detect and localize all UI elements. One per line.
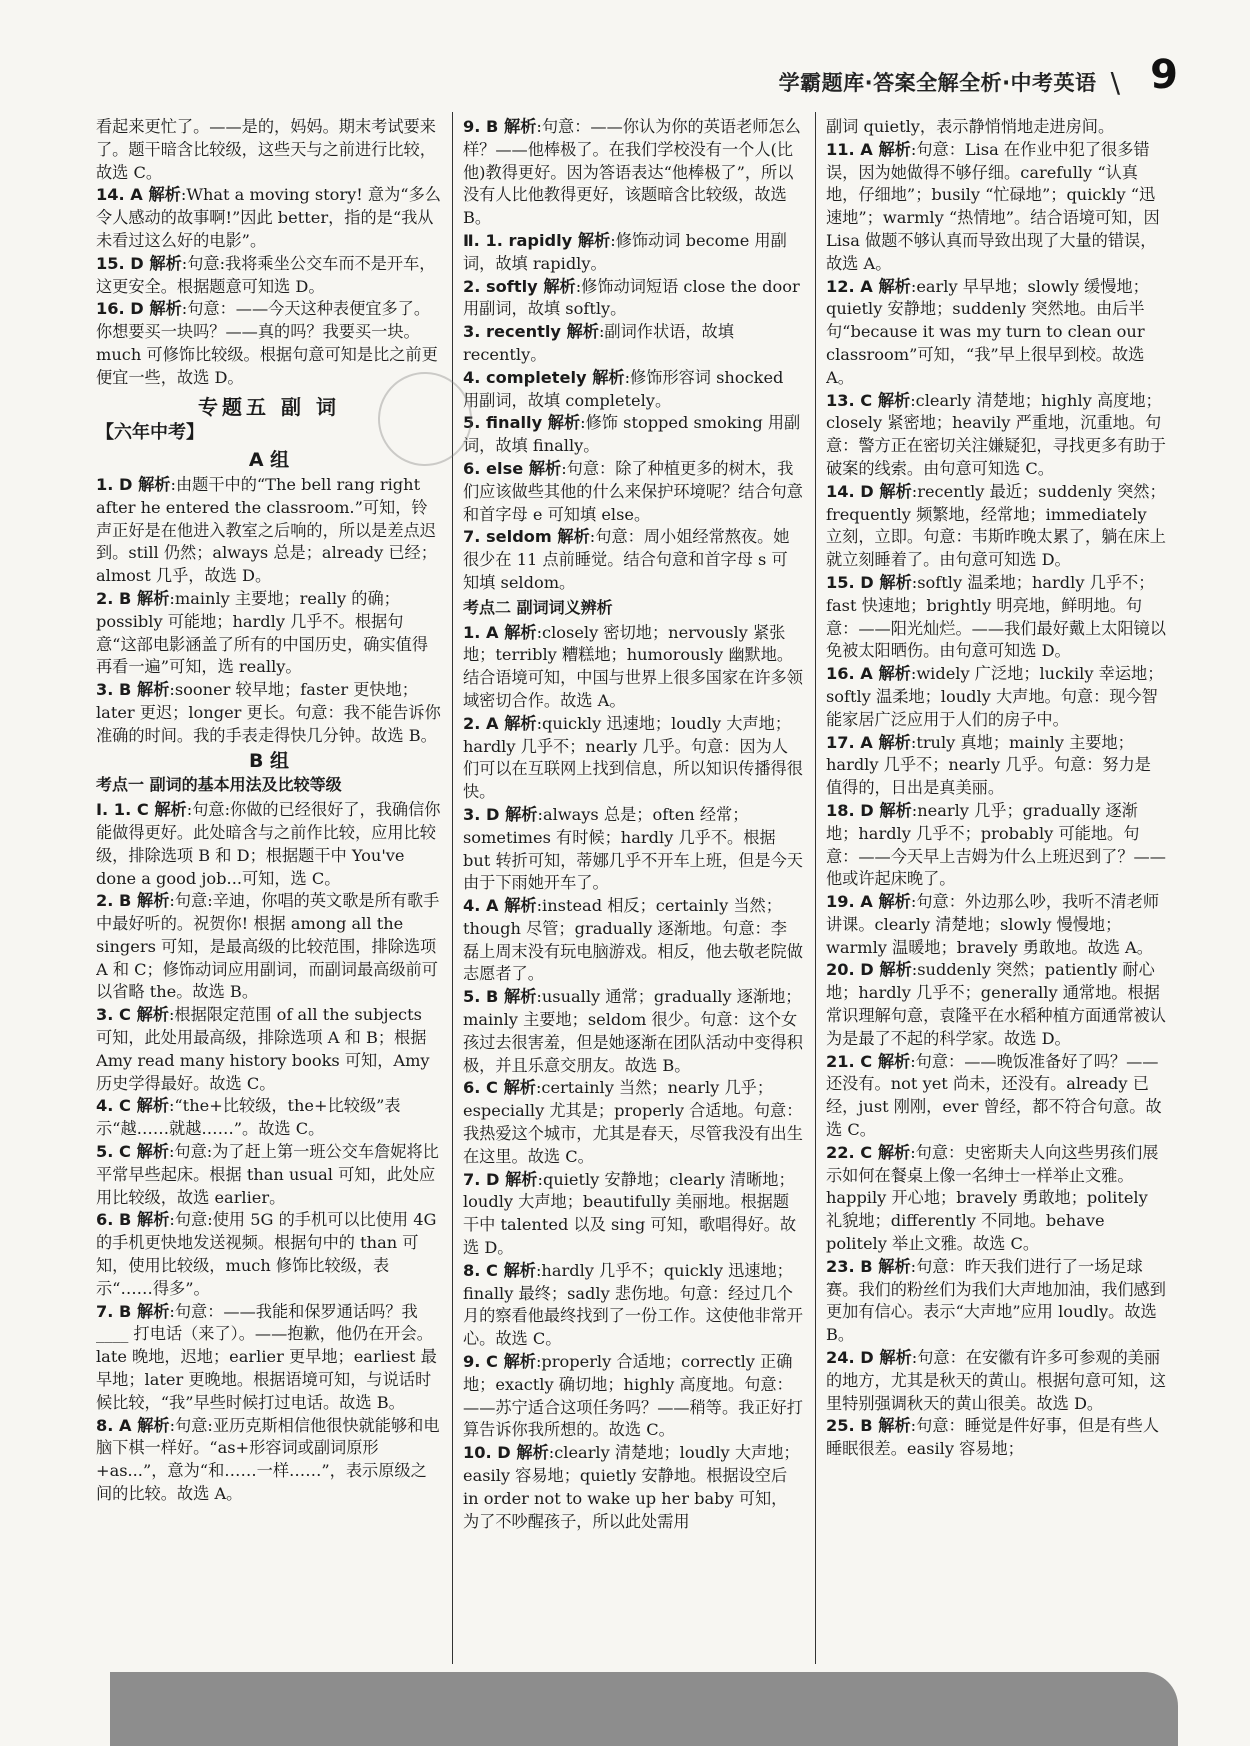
analysis-label: 解析 [877, 1051, 911, 1071]
answer-entry [463, 1351, 803, 1442]
col1-entries [96, 116, 442, 390]
answer-text: :clearly 清楚地；loudly 大声地；easily 容易地；quietly 安静地。根据设空后 in order not to wake up her baby 可知，为了不吵醒孩子，所以此处需用 [463, 1443, 800, 1531]
question-number: 1. A [463, 622, 505, 642]
analysis-label: 解析 [504, 117, 537, 136]
header-slash: \ [1110, 65, 1120, 99]
answer-text: :句意：周小姐经常熬夜。她很少在 11 点前睡觉。结合句意和首字母 s 可知填 seldom。 [463, 527, 790, 592]
answer-entry [463, 622, 803, 713]
question-number: 9. C [463, 1352, 504, 1372]
analysis-label: 解析 [136, 1142, 169, 1162]
analysis-label: 解析 [877, 390, 911, 410]
answer-text: :副词作状语，故填 recently。 [463, 322, 734, 364]
answer-text: :句意：史密斯夫人向这些男孩们展示如何在餐桌上像一名绅士一样举止文雅。happily 开心地；bravely 勇敢地；politely 礼貌地；differently 不同地。behave politely 举止文雅。故选 C。 [826, 1142, 1159, 1254]
answer-entry [463, 1077, 803, 1168]
answer-text: :nearly 几乎；gradually 逐渐地；hardly 几乎不；probably 可能地。句意：——今天早上吉姆为什么上班迟到了？——他或许起床晚了。 [826, 800, 1166, 889]
answer-entry [96, 799, 442, 890]
answer-entry [826, 390, 1166, 481]
answer-text: :closely 密切地；nervously 紧张地；terribly 糟糕地；humorously 幽默地。结合语境可知，中国与世界上很多国家在许多领域密切合作。故选 A。 [463, 622, 803, 710]
analysis-label: 解析 [137, 1210, 170, 1230]
analysis-label: 解析 [592, 367, 625, 387]
col2-kp2-entries [463, 622, 803, 1534]
answer-text: :句意：在安徽有许多可参观的美丽的地方，尤其是秋天的黄山。根据句意可知，这里特别强调秋天的黄山很美。故选 D。 [826, 1348, 1166, 1413]
question-number: 5. C [96, 1142, 137, 1162]
analysis-label: 解析 [137, 891, 170, 911]
question-number: 4. C [96, 1096, 137, 1116]
answer-text: :hardly 几乎不；quickly 迅速地；finally 最终；sadly 悲伤地。句意：经过几个月的察看他最终找到了一份工作。这使他非常开心。故选 C。 [463, 1260, 803, 1349]
answer-entry [96, 1415, 442, 1506]
answer-entry [463, 230, 803, 276]
answer-entry [96, 1141, 442, 1209]
answer-entry [826, 959, 1166, 1050]
question-number: 11. A [826, 139, 879, 159]
footer-bar [110, 1672, 1178, 1746]
answer-entry [463, 412, 803, 458]
analysis-label: 解析 [878, 139, 911, 159]
question-number: 23. B [826, 1256, 879, 1276]
question-number: 8. C [463, 1260, 504, 1280]
answer-text: :suddenly 突然；patiently 耐心地；hardly 几乎不；generally 通常地。根据常识理解句意，袁隆平在水稻种植方面通常被认为是最了不起的科学家。故选 D。 [826, 960, 1166, 1048]
analysis-label: 解析 [503, 1078, 536, 1098]
analysis-label: 解析 [547, 413, 581, 433]
question-number: 25. B [826, 1416, 879, 1436]
analysis-label: 解析 [149, 253, 182, 273]
analysis-label: 解析 [136, 1096, 169, 1116]
answer-text: :修饰动词短语 close the door 用副词，故填 softly。 [463, 276, 800, 319]
answer-entry [96, 253, 442, 299]
question-number: 12. A [826, 276, 879, 296]
analysis-label: 解析 [137, 1301, 170, 1321]
analysis-label: 解析 [878, 1256, 911, 1276]
answer-text: :always 总是；often 经常；sometimes 有时候；hardly 几乎不。根据 but 转折可知，蒂娜几乎不开车上班，但是今天由于下雨她开车了。 [463, 804, 803, 893]
answer-entry [463, 458, 803, 526]
answer-entry [463, 276, 803, 322]
question-number: 18. D [826, 800, 880, 820]
answer-text: :修饰 stopped smoking 用副词，故填 finally。 [463, 413, 801, 456]
answer-text: :widely 广泛地；luckily 幸运地；softly 温柔地；loudly 大声地。句意：现今智能家居广泛应用于人们的房子中。 [826, 664, 1164, 729]
analysis-label: 解析 [154, 800, 187, 820]
answer-entry [826, 116, 1166, 139]
question-number: 4. A [463, 896, 505, 916]
answer-text: :clearly 清楚地；highly 高度地；closely 紧密地；heavily 严重地，沉重地。句意：警方正在密切关注嫌疑犯，寻找更多有助于破案的线索。由句意可知选 C。 [826, 390, 1166, 478]
answer-entry [463, 1260, 803, 1351]
section-title: 专题五 副 词 [198, 394, 340, 419]
answer-entry [463, 804, 803, 895]
answer-entry [826, 732, 1166, 800]
analysis-label: 解析 [877, 1142, 911, 1162]
answer-entry [826, 1051, 1166, 1142]
page-number: 9 [1150, 52, 1178, 98]
answer-entry [463, 986, 803, 1077]
answer-entry [96, 890, 442, 1004]
question-number: Ⅱ. 1. rapidly [463, 230, 578, 250]
analysis-label: 解析 [505, 804, 538, 824]
question-number: 13. C [826, 390, 878, 410]
answer-text: :truly 真地；mainly 主要地；hardly 几乎不；nearly 几乎。句意：努力是值得的，日出是真美丽。 [826, 732, 1151, 798]
question-number: 8. A [96, 1415, 138, 1435]
answer-entry [96, 184, 442, 252]
analysis-label: 解析 [138, 474, 171, 494]
question-number: 21. C [826, 1051, 878, 1071]
question-number: 6. else [463, 458, 529, 478]
analysis-label: 解析 [503, 1260, 536, 1280]
answer-text: :句意:使用 5G 的手机可以比使用 4G 的手机更快地发送视频。根据句中的 than 可知，使用比较级，much 修饰比较级，表示“……得多”。 [96, 1210, 437, 1298]
answer-entry [826, 1415, 1166, 1461]
answer-entry [826, 481, 1166, 572]
answer-text: :usually 通常；gradually 逐渐地；mainly 主要地；seldom 很少。句意：这个女孩过去很害羞，但是她逐渐在团队活动中变得积极，并且乐意交朋友。故选 B。 [463, 987, 803, 1075]
answer-text: :certainly 当然；nearly 几乎；especially 尤其是；properly 合适地。句意：我热爱这个城市，尤其是春天，尽管我没有出生在这里。故选 C。 [463, 1078, 803, 1166]
question-number: 24. D [826, 1348, 880, 1368]
analysis-label: 解析 [879, 572, 912, 592]
question-number: 19. A [826, 892, 879, 912]
analysis-label: 解析 [879, 481, 912, 501]
analysis-label: 解析 [504, 896, 537, 916]
analysis-label: 解析 [878, 276, 911, 296]
answer-text: :instead 相反；certainly 当然；though 尽管；gradually 逐渐地。句意：李磊上周末没有玩电脑游戏。相反，他去敬老院做志愿者了。 [463, 896, 803, 984]
answer-text: :句意:我将乘坐公交车而不是开车，这更安全。根据题意可知选 D。 [96, 253, 436, 296]
analysis-label: 解析 [503, 1352, 536, 1372]
answer-entry [826, 1142, 1166, 1256]
analysis-label: 解析 [878, 892, 911, 912]
answer-entry [826, 572, 1166, 663]
analysis-label: 解析 [516, 1443, 549, 1463]
question-number: 2. A [463, 713, 505, 733]
answer-entry [96, 588, 442, 679]
analysis-label: 解析 [504, 987, 537, 1007]
answer-entry [463, 895, 803, 986]
answer-entry [463, 1169, 803, 1260]
answer-entry [826, 139, 1166, 276]
answer-entry [826, 1256, 1166, 1347]
analysis-label: 解析 [504, 622, 537, 642]
answer-entry [463, 526, 803, 594]
column-divider [452, 112, 453, 1664]
column-middle [463, 116, 803, 1533]
answer-text: :句意：昨天我们进行了一场足球赛。我们的粉丝们为我们大声地加油，我们感到更加有信心。表示“大声地”应用 loudly。故选 B。 [826, 1256, 1166, 1345]
answer-entry [463, 367, 803, 413]
answer-text: :句意：外边那么吵，我听不清老师讲课。clearly 清楚地；slowly 慢慢地；warmly 温暖地；bravely 勇敢地。故选 A。 [826, 892, 1160, 957]
analysis-label: 解析 [879, 800, 912, 820]
question-number: 7. seldom [463, 527, 558, 547]
answer-text: :properly 合适地；correctly 正确地；exactly 确切地；highly 高度地。句意：——苏宁适合这项任务吗？——稍等。我正好打算告诉你我所想的。故选 C。 [463, 1352, 803, 1440]
answer-entry [96, 474, 442, 588]
question-number: 10. D [463, 1443, 517, 1463]
answer-entry [826, 276, 1166, 390]
knowledge-point-1: 考点一 副词的基本用法及比较等级 [96, 775, 342, 795]
answer-entry [96, 1095, 442, 1141]
analysis-label: 解析 [566, 322, 599, 342]
col1-group-a-entries [96, 474, 442, 748]
question-number: 3. D [463, 804, 506, 824]
question-number: 6. B [96, 1210, 138, 1230]
question-number: 16. A [826, 664, 879, 684]
knowledge-point-2: 考点二 副词词义辨析 [463, 597, 613, 617]
analysis-label: 解析 [577, 230, 611, 250]
analysis-label: 解析 [878, 1416, 911, 1436]
answer-entry [96, 298, 442, 389]
question-number: 2. B [96, 891, 138, 911]
analysis-label: 解析 [136, 1005, 169, 1025]
header-title: 学霸题库·答案全解全析·中考英语 [778, 71, 1097, 95]
answer-entry [96, 1209, 442, 1300]
question-number: 15. D [96, 253, 150, 273]
answer-text: :句意:你做的已经很好了，我确信你能做得更好。此处暗含与之前作比较，应用比较级，排除选项 B 和 D；根据题干中 You've done a good job...可知，选 C。 [96, 800, 441, 888]
answer-entry [96, 1004, 442, 1095]
analysis-label: 解析 [528, 458, 562, 478]
analysis-label: 解析 [137, 680, 170, 700]
answer-entry [826, 1347, 1166, 1415]
analysis-label: 解析 [504, 713, 537, 733]
page-header [779, 62, 1138, 102]
bracket-title: 【六年中考】 [96, 422, 204, 444]
question-number: 20. D [826, 960, 880, 980]
column-divider [815, 112, 816, 1664]
group-b-title: B 组 [248, 749, 290, 772]
answer-text: :quietly 安静地；clearly 清晰地；loudly 大声地；beautifully 美丽地。根据题干中 talented 以及 sing 可知，歌唱得好。故选 D。 [463, 1169, 797, 1258]
question-number: 2. softly [463, 276, 544, 296]
analysis-label: 解析 [557, 527, 590, 547]
analysis-label: 解析 [505, 1169, 538, 1189]
question-number: 5. finally [463, 413, 548, 433]
question-number: 22. C [826, 1142, 878, 1162]
question-number: 3. B [96, 680, 138, 700]
analysis-label: 解析 [878, 732, 911, 752]
answer-text: 看起来更忙了。——是的，妈妈。期末考试要来了。题干暗含比较级，这些天与之前进行比较，故选 C。 [96, 117, 436, 182]
question-number: 17. A [826, 732, 879, 752]
question-number: 3. C [96, 1005, 137, 1025]
analysis-label: 解析 [137, 1415, 170, 1435]
answer-text: :句意:辛迪，你唱的英文歌是所有歌手中最好听的。祝贺你! 根据 among all the singers 可知，是最高级的比较范围，排除选项 A 和 C；修饰动词应用副词，而副词最高级前可以省略 the。故选 B。 [96, 891, 440, 1002]
analysis-label: 解析 [878, 664, 911, 684]
group-a-title: A 组 [248, 449, 290, 472]
question-number: 4. completely [463, 367, 593, 387]
answer-text: :quickly 迅速地；loudly 大声地；hardly 几乎不；nearly 几乎。句意：因为人们可以在互联网上找到信息，所以知识传播得很快。 [463, 713, 803, 802]
question-number: 14. D [826, 481, 880, 501]
answer-entry [826, 891, 1166, 959]
answer-entry [826, 800, 1166, 891]
answer-text: :What a moving story! 意为“多么令人感动的故事啊!”因此 better，指的是“我从未看过这么好的电影”。 [96, 185, 441, 250]
col1-group-b-entries [96, 799, 442, 1506]
answer-entry [463, 1442, 803, 1533]
question-number: Ⅰ. 1. C [96, 800, 155, 820]
answer-text: :由题干中的“The bell rang right after he entered the classroom.”可知，铃声正好是在他进入教室之后响的，所以是差点迟到。still 仍然；always 总是；already 已经；almost 几乎，故选 D。 [96, 474, 437, 586]
question-number: 6. C [463, 1078, 504, 1098]
answer-entry [463, 713, 803, 804]
answer-text: 副词 quietly，表示静悄悄地走进房间。 [826, 117, 1115, 136]
column-left [96, 116, 442, 1506]
answer-text: :句意：睡觉是件好事，但是有些人睡眠很差。easily 容易地； [826, 1416, 1159, 1459]
answer-text: :句意：——今天这种表便宜多了。你想要买一块吗？——真的吗？我要买一块。much 可修饰比较级。根据句意可知是比之前更便宜一些，故选 D。 [96, 299, 438, 387]
question-number: 3. recently [463, 322, 567, 342]
question-number: 1. D [96, 474, 139, 494]
answer-entry [463, 116, 803, 230]
answer-text: :句意：——你认为你的英语老师怎么样？——他棒极了。在我们学校没有一个人(比他)教得更好。因为答语表达“他棒极了”，所以没有人比他教得更好，该题暗含比较级，故选 B。 [463, 117, 801, 228]
col3-entries [826, 116, 1166, 1461]
answer-text: :句意:为了赶上第一班公交车詹妮将比平常早些起床。根据 than usual 可知，此处应用比较级，故选 earlier。 [96, 1142, 439, 1207]
answer-entry [96, 1301, 442, 1415]
answer-text: :sooner 较早地；faster 更快地；later 更迟；longer 更长。句意：我不能告诉你准确的时间。我的手表走得快几分钟。故选 B。 [96, 680, 441, 745]
col2-entries [463, 116, 803, 595]
analysis-label: 解析 [149, 299, 182, 319]
question-number: 9. B [463, 117, 505, 136]
question-number: 14. A [96, 185, 149, 205]
question-number: 7. D [463, 1169, 506, 1189]
analysis-label: 解析 [879, 960, 912, 980]
answer-entry [96, 679, 442, 747]
answer-text: :根据限定范围 of all the subjects 可知，此处用最高级，排除选项 A 和 B；根据 Amy read many history books 可知，Amy 历史学得最好。故选 C。 [96, 1005, 430, 1093]
answer-text: :“the+比较级，the+比较级”表示“越……就越……”。故选 C。 [96, 1096, 401, 1139]
question-number: 16. D [96, 299, 150, 319]
column-right [826, 116, 1166, 1461]
answer-text: :句意：Lisa 在作业中犯了很多错误，因为她做得不够仔细。carefully “认真地，仔细地”；busily “忙碌地”；quickly “迅速地”；warmly “热情地”。结合语境可知，因 Lisa 做题不够认真而导致出现了大量的错误，故选 A。 [826, 139, 1160, 273]
answer-text: :句意:亚历克斯相信他很快就能够和电脑下棋一样好。“as+形容词或副词原形+as...”，意为“和……一样……”，表示原级之间的比较。故选 A。 [96, 1415, 440, 1504]
answer-text: :句意：——我能和保罗通话吗？我 ____ 打电话（来了）。——抱歉，他仍在开会。late 晚地，迟地；earlier 更早地；earliest 最早地；later 更晚地。根据语境可知，与说话时候比较，“我”早些时候打过电话。故选 B。 [96, 1301, 437, 1412]
answer-text: :mainly 主要地；really 的确；possibly 可能地；hardly 几乎不。根据句意“这部电影涵盖了所有的中国历史，确实值得再看一遍”可知，选 really。 [96, 588, 429, 677]
question-number: 7. B [96, 1301, 138, 1321]
answer-text: :early 早早地；slowly 缓慢地；quietly 安静地；suddenly 突然地。由后半句“because it was my turn to clean our classroom”可知，“我”早上很早到校。故选 A。 [826, 276, 1149, 387]
answer-text: :修饰动词 become 用副词，故填 rapidly。 [463, 230, 787, 273]
answer-entry [826, 663, 1166, 731]
answer-text: :修饰形容词 shocked 用副词，故填 completely。 [463, 367, 784, 410]
answer-entry [96, 116, 442, 184]
question-number: 2. B [96, 588, 138, 608]
question-number: 15. D [826, 572, 880, 592]
question-number: 5. B [463, 987, 505, 1007]
answer-text: :句意：——晚饭准备好了吗？——还没有。not yet 尚未，还没有。already 已经，just 刚刚，ever 曾经，都不符合句意。故选 C。 [826, 1051, 1162, 1140]
answer-text: :recently 最近；suddenly 突然；frequently 频繁地，经常地；immediately 立刻，立即。句意：韦斯昨晚太累了，躺在床上就立刻睡着了。由句意可知选 D。 [826, 481, 1166, 570]
analysis-label: 解析 [148, 185, 181, 205]
analysis-label: 解析 [879, 1348, 912, 1368]
answer-text: :句意：除了种植更多的树木，我们应该做些其他的什么来保护环境呢？结合句意和首字母 e 可知填 else。 [463, 458, 803, 524]
answer-entry [463, 321, 803, 367]
answer-text: :softly 温柔地；hardly 几乎不；fast 快速地；brightly 明亮地，鲜明地。句意：——阳光灿烂。——我们最好戴上太阳镜以免被太阳晒伤。由句意可知选 D。 [826, 572, 1166, 661]
analysis-label: 解析 [543, 276, 576, 296]
analysis-label: 解析 [137, 588, 170, 608]
